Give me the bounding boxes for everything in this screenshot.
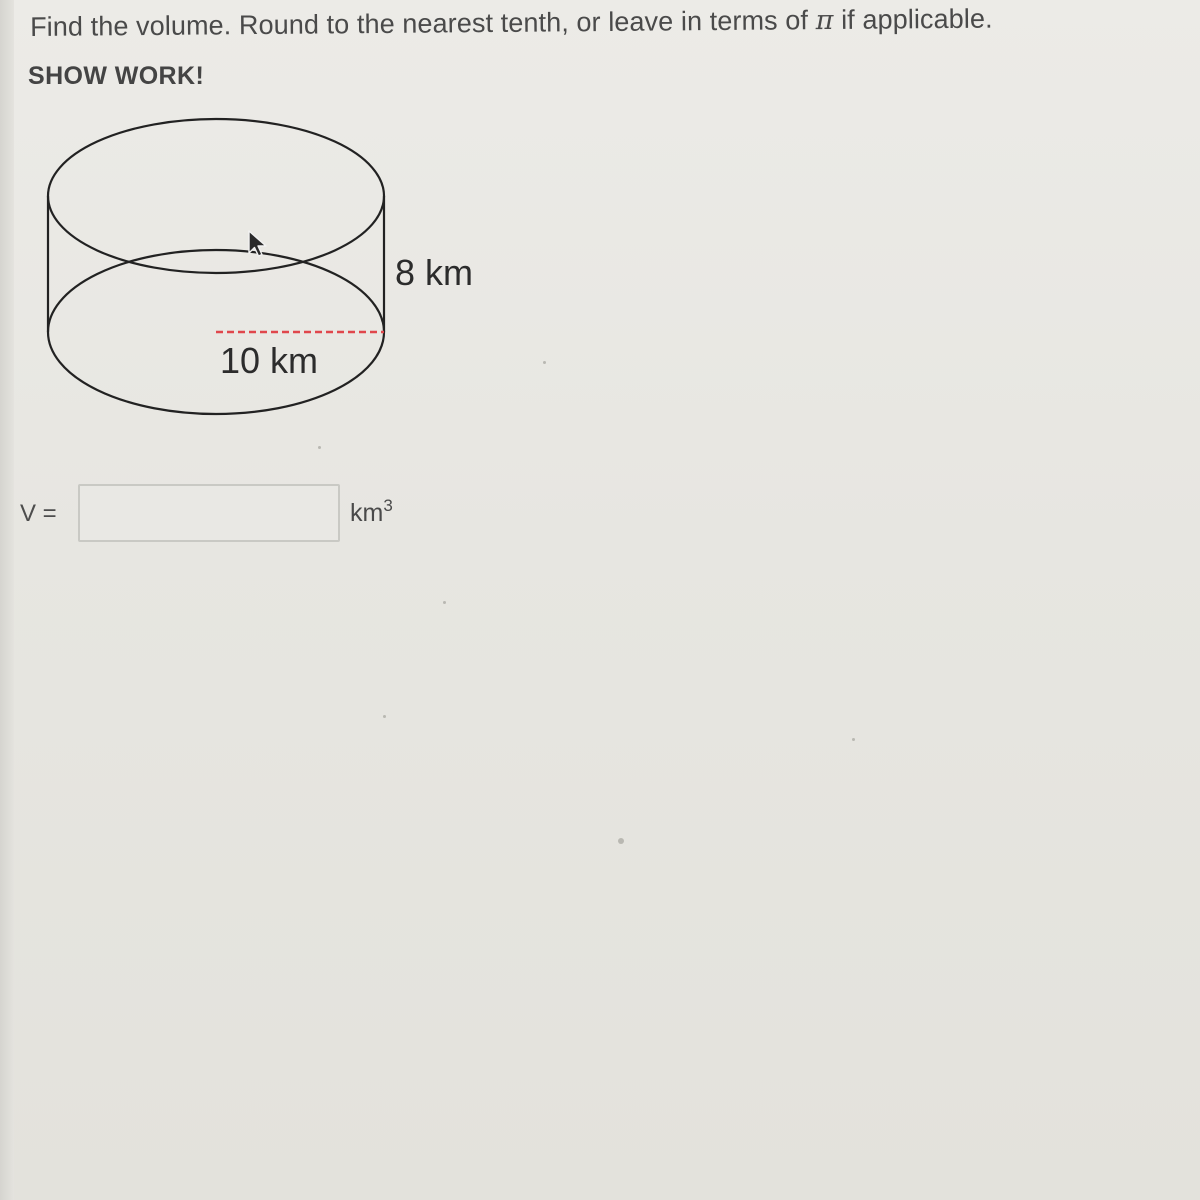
cylinder-bottom-back-arc [48,250,384,332]
height-label: 8 km [395,252,474,293]
screen-speck [383,715,386,718]
unit-exponent: 3 [383,496,393,515]
show-work-instruction: SHOW WORK! [28,62,205,90]
volume-variable-label: V = [20,500,57,527]
cylinder-bottom-front-arc [48,332,384,414]
volume-answer-input[interactable] [78,484,340,542]
pi-symbol: π [815,4,834,37]
volume-unit-label [350,496,393,528]
radius-label: 10 km [220,340,319,381]
question-text-end: if applicable. [840,3,993,35]
screen-speck [443,601,446,604]
screen-speck [852,738,855,741]
question-text-start: Find the volume. Round to the nearest tenth, or leave in terms of [30,5,809,42]
screen-speck [318,446,321,449]
mouse-pointer-icon [247,229,269,264]
screen-speck [543,361,546,364]
unit-base: km [350,499,384,527]
screen-speck [618,838,624,844]
